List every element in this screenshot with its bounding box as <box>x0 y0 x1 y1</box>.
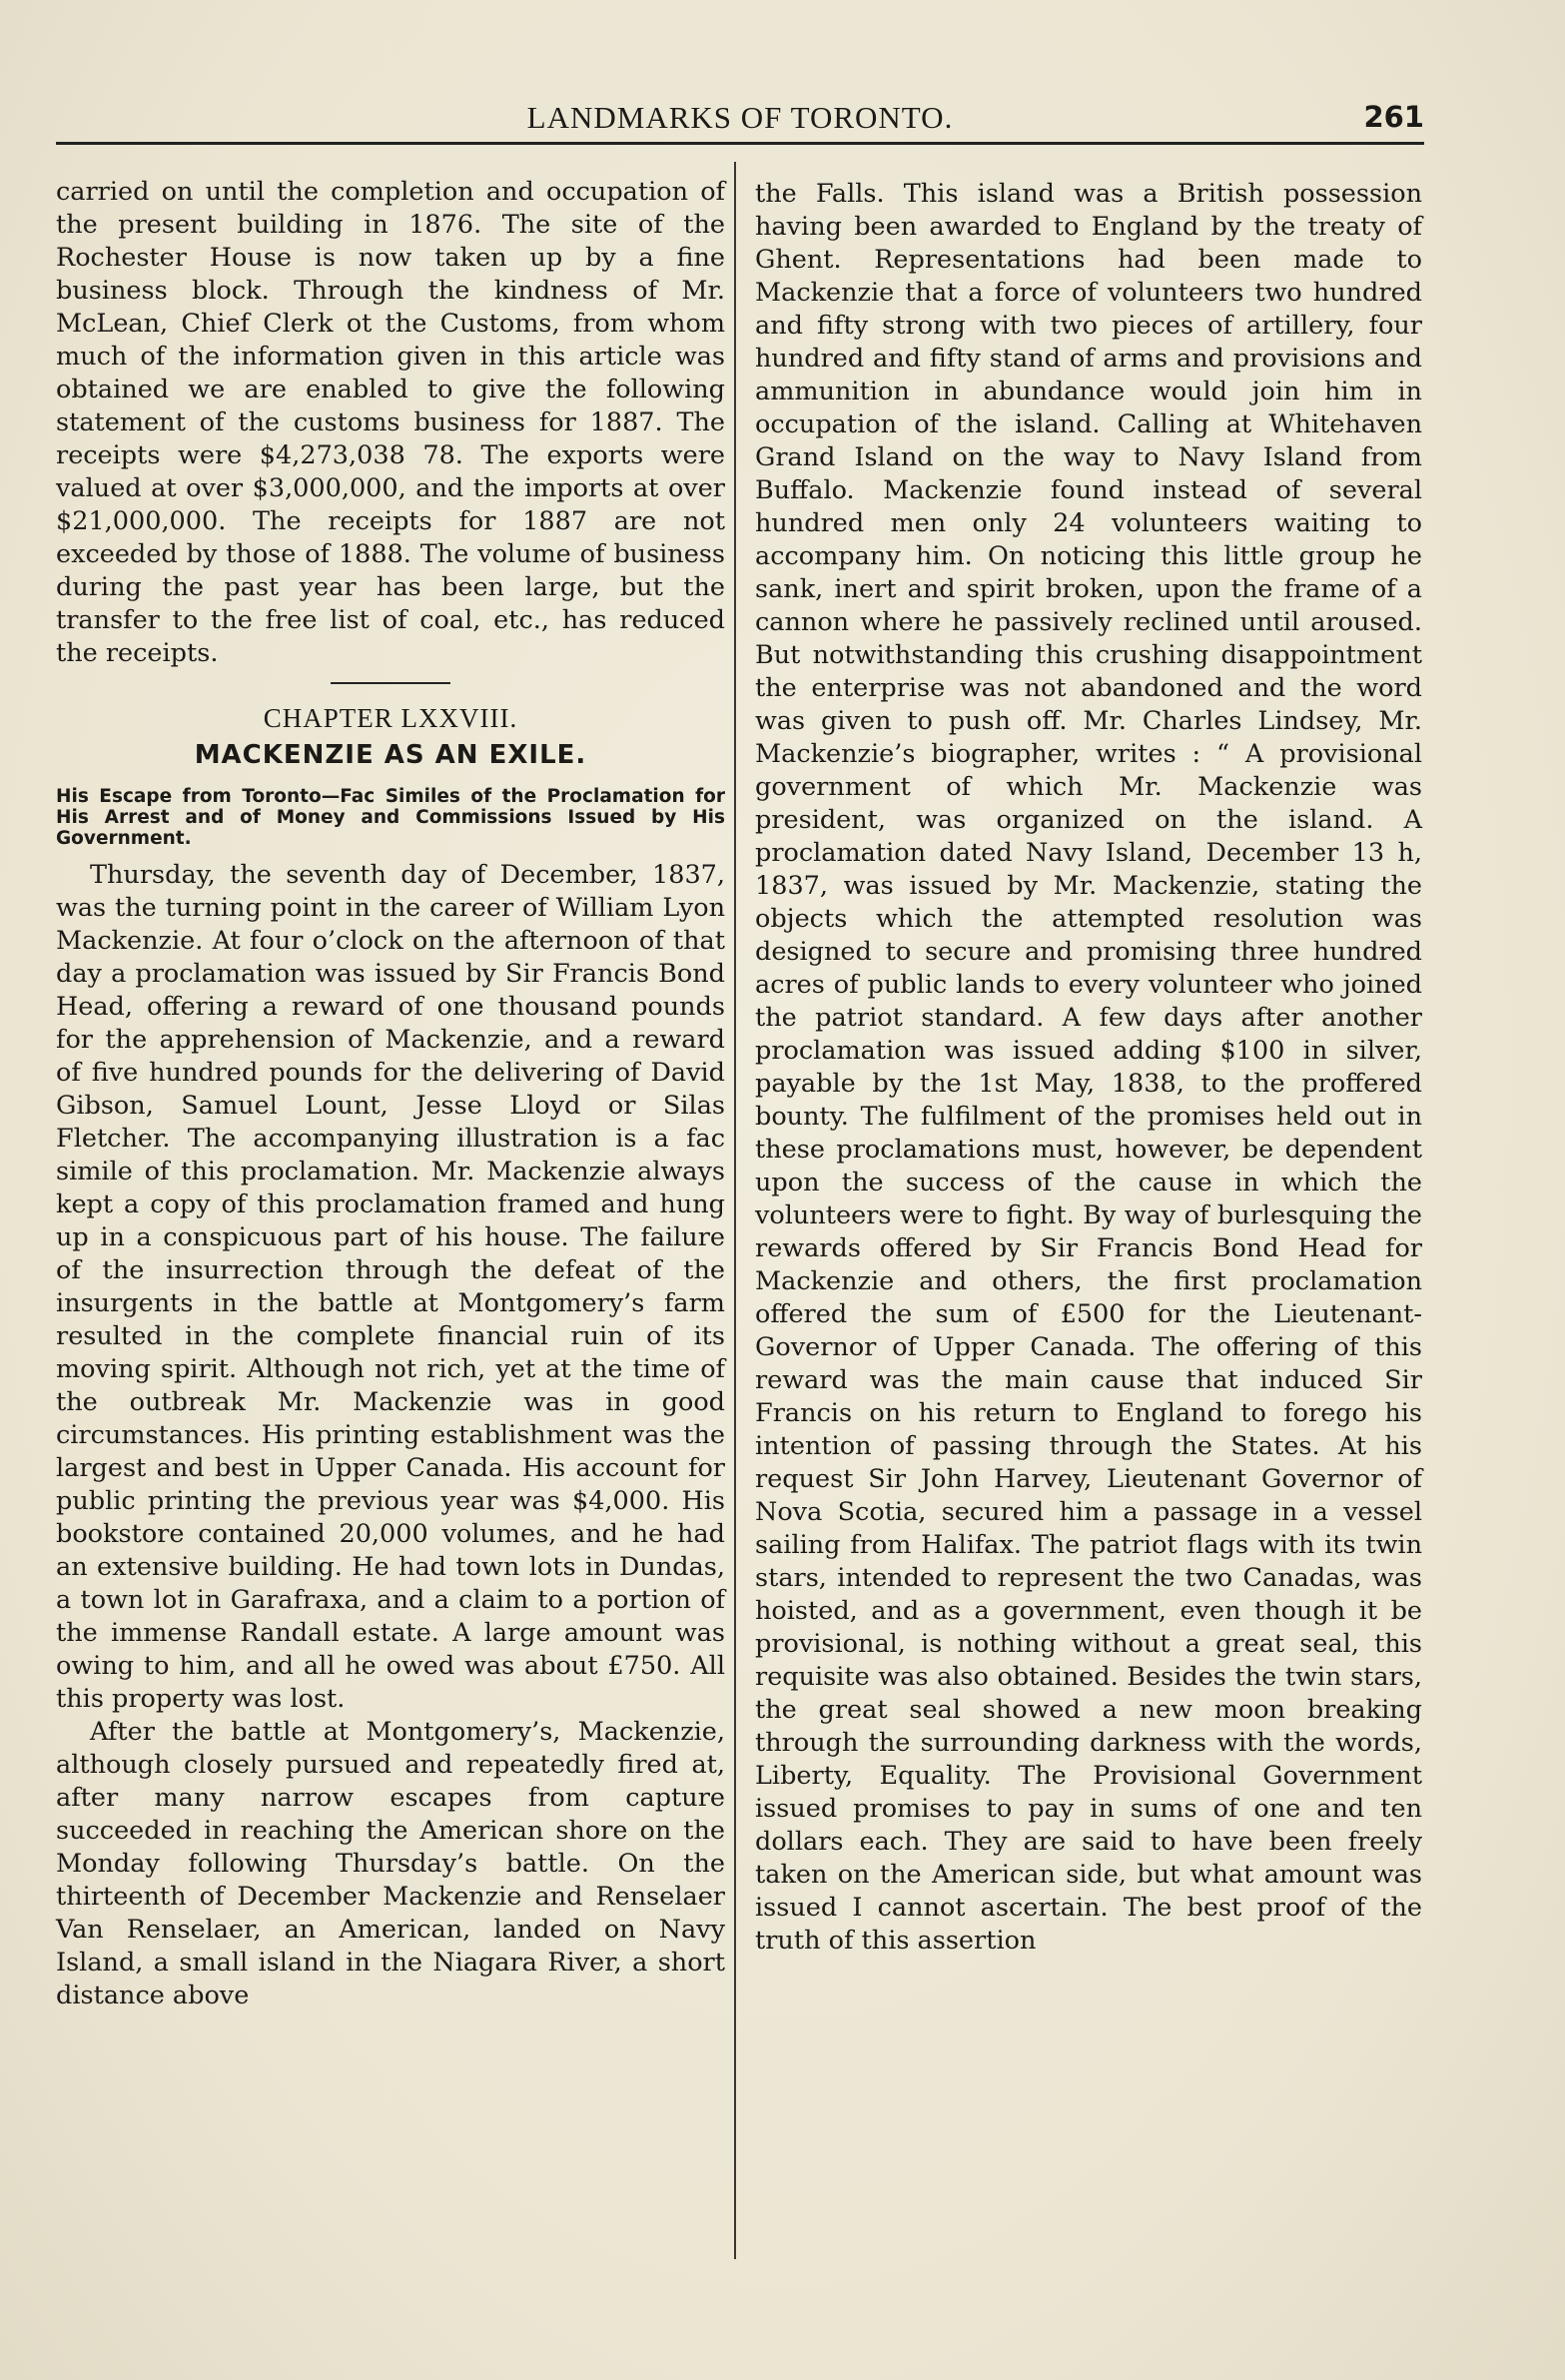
paragraph-proclamation: Thursday, the seventh day of December, 1837, was the turning point in the career of William Lyon Mackenzie. At four o’clock on the afternoon of that day a proclamation was issued by Sir Francis Bond Head, offering a reward of one thousand pounds for the apprehension of Mackenzie, and a reward of five hundred pounds for the delivering of David Gibson, Samuel Lount, Jesse Lloyd or Silas Fletcher. The accompanying illustration is a fac simile of this proclamation. Mr. Mackenzie always kept a copy of this proclamation framed and hung up in a conspicuous part of his house. The failure of the insurrection through the defeat of the insurgents in the battle at Montgomery’s farm resulted in the complete financial ruin of its moving spirit. Although not rich, yet at the time of the outbreak Mr. Mackenzie was in good circumstances. His printing establishment was the largest and best in Upper Canada. His account for public printing the previous year was $4,000. His bookstore contained 20,000 volumes, and he had an extensive building. He had town lots in Dundas, a town lot in Garafraxa, and a claim to a portion of the immense Randall estate. A large amount was owing to him, and all he owed was about £750. All this property was lost. <box>56 860 725 1714</box>
paragraph-customs: carried on until the completion and occupation of the present building in 1876. The site of the Rochester House is now taken up by a fine business block. Through the kindness of Mr. McLean, Chief Clerk ot the Customs, from whom much of the information given in this article was obtained we are enabled to give the following statement of the customs business for 1887. The receipts were $4,273,038 78. The exports were valued at over $3,000,000, and the imports at over $21,000,000. The receipts for 1887 are not exceeded by those of 1888. The volume of business during the past year has been large, but the transfer to the free list of coal, etc., has reduced the receipts. <box>56 177 725 668</box>
left-column <box>56 176 725 2012</box>
section-rule <box>331 682 450 684</box>
column-divider <box>734 162 736 2259</box>
header-rule <box>56 142 1424 145</box>
chapter-title: MACKENZIE AS AN EXILE. <box>194 740 587 770</box>
paragraph-navy-island: the Falls. This island was a British possession having been awarded to England by the treaty of Ghent. Representations had been made to Mackenzie that a force of volunteers two hundred and fifty strong with two pieces of artillery, four hundred and fifty stand of arms and provisions and ammunition in abundance would join him in occupation of the island. Calling at Whitehaven Grand Island on the way to Navy Island from Buffalo. Mackenzie found instead of several hundred men only 24 volunteers waiting to accompany him. On noticing this little group he sank, inert and spirit broken, upon the frame of a cannon where he passively reclined until aroused. But notwithstanding this crushing disappointment the enterprise was not abandoned and the word was given to push off. Mr. Charles Lindsey, Mr. Mackenzie’s biographer, writes : “ A provisional government of which Mr. Mackenzie was president, was organized on the island. A proclamation dated Navy Island, December 13 h, 1837, was issued by Mr. Mackenzie, stating the objects which the attempted resolution was designed to secure and promising three hundred acres of public lands to every volunteer who joined the patriot standard. A few days after another proclamation was issued adding $100 in silver, payable by the 1st May, 1838, to the proffered bounty. The fulfilment of the promises held out in these proclamations must, however, be dependent upon the success of the cause in which the volunteers were to fight. By way of burlesquing the rewards offered by Sir Francis Bond Head for Mackenzie and others, the first proclamation offered the sum of £500 for the Lieutenant-Governor of Upper Canada. The offering of this reward was the main cause that induced Sir Francis on his return to England to forego his intention of passing through the States. At his request Sir John Harvey, Lieutenant Governor of Nova Scotia, secured him a passage in a vessel sailing from Halifax. The patriot flags with its twin stars, intended to represent the two Canadas, was hoisted, and as a government, even though it be provisional, is nothing without a great seal, this requisite was also obtained. Besides the twin stars, the great seal showed a new moon breaking through the surrounding darkness with the words, Liberty, Equality. The Provisional Government issued promises to pay in sums of one and ten dollars each. They are said to have been freely taken on the American side, but what amount was issued I cannot ascertain. The best proof of the truth of this assertion <box>755 179 1422 1956</box>
running-head <box>56 100 1424 140</box>
paragraph-escape: After the battle at Montgomery’s, Mackenzie, although closely pursued and repeatedly fired at, after many narrow escapes from capture succeeded in reaching the American shore on the Monday following Thursday’s battle. On the thirteenth of December Mackenzie and Renselaer Van Renselaer, an American, landed on Navy Island, a small island in the Niagara River, a short distance above <box>56 1717 725 2010</box>
running-title: LANDMARKS OF TORONTO. <box>526 100 954 135</box>
chapter-number: CHAPTER LXXVIII. <box>263 703 518 733</box>
chapter-subtitle: His Escape from Toronto—Fac Similes of the Proclamation for His Arrest and of Money and Commissions Issued by His Government. <box>56 786 725 849</box>
page-number: 261 <box>1363 100 1424 134</box>
right-column <box>755 178 1422 1958</box>
